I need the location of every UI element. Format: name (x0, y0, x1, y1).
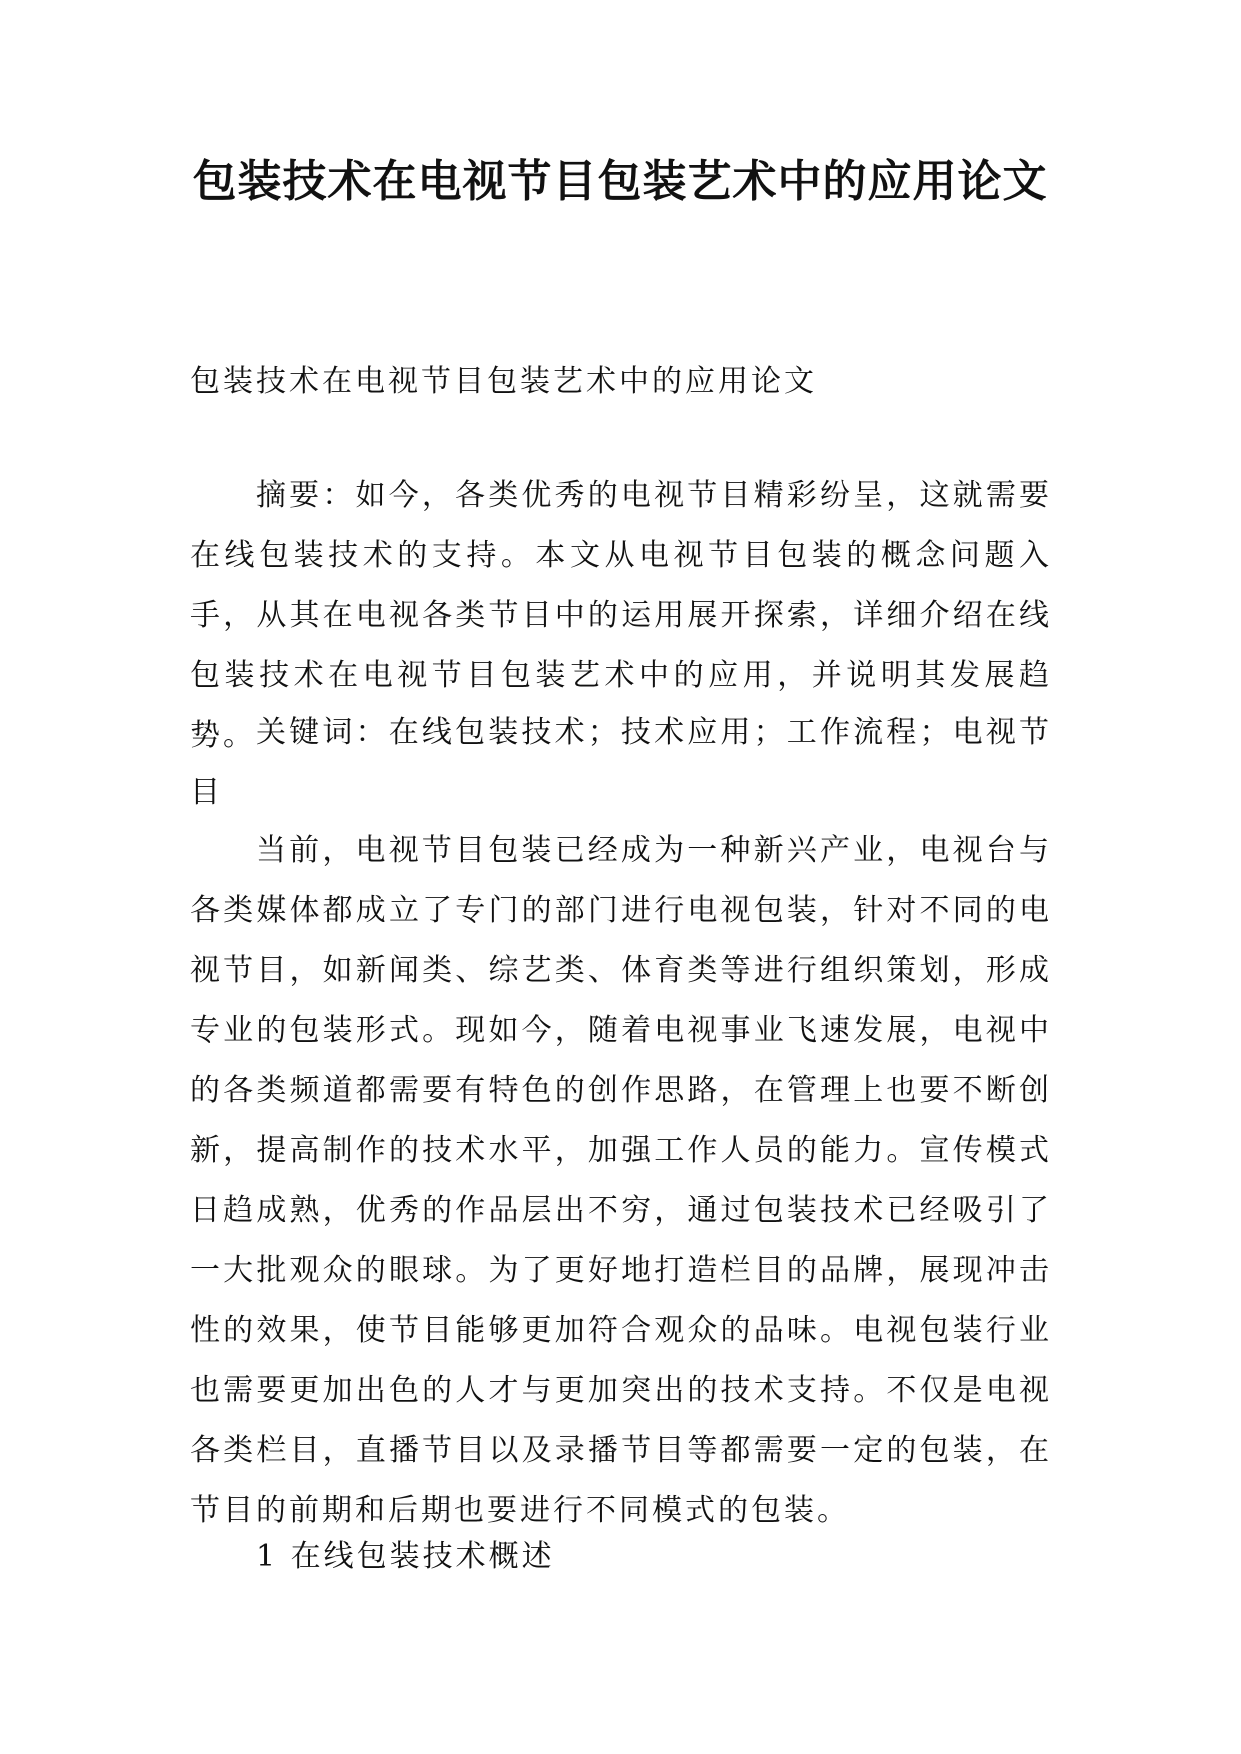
document-subtitle: 包装技术在电视节目包装艺术中的应用论文 (190, 364, 817, 399)
keywords-paragraph: 关键词：在线包装技术；技术应用；工作流程；电视节目 (190, 715, 1052, 810)
body-paragraph: 当前，电视节目包装已经成为一种新兴产业，电视台与各类媒体都成立了专门的部门进行电视包装，针对不同的电视节目，如新闻类、综艺类、体育类等进行组织策划，形成专业的包装形式。现如今，随着电视事业飞速发展，电视中的各类频道都需要有特色的创作思路，在管理上也要不断创新，提高制作的技术水平，加强工作人员的能力。宣传模式日趋成熟，优秀的作品层出不穷，通过包装技术已经吸引了一大批观众的眼球。为了更好地打造栏目的品牌，展现冲击性的效果，使节目能够更加符合观众的品味。电视包装行业也需要更加出色的人才与更加突出的技术支持。不仅是电视各类栏目，直播节目以及录播节目等都需要一定的包装，在节目的前期和后期也要进行不同模式的包装。 (190, 833, 1052, 1528)
document-title: 包装技术在电视节目包装艺术中的应用论文 (192, 156, 1048, 207)
section-heading: 1 在线包装技术概述 (256, 1539, 555, 1574)
abstract-paragraph: 摘要：如今，各类优秀的电视节目精彩纷呈，这就需要在线包装技术的支持。本文从电视节目包装的概念问题入手，从其在电视各类节目中的运用展开探索，详细介绍在线包装技术在电视节目包装艺术中的应用，并说明其发展趋势。 (190, 478, 1052, 753)
